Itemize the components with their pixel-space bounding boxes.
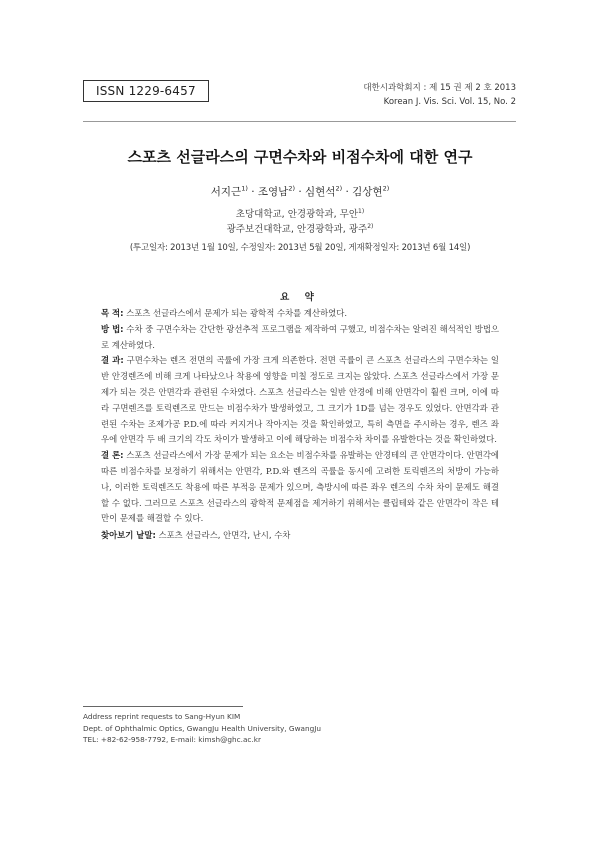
abstract-text: 스포츠 선글라스에서 가장 문제가 되는 요소는 비점수차를 유발하는 안경테의 큰 안면각이다. 안면각에 따른 비점수차를 보정하기 위해서는 안면각, P.D.와 렌즈의 곡률을 동시에 고려한 토릭렌즈의 처방이 가능하나, 이러한 토릭렌즈도 착용에 따른 부적응 문제가 있으며, 측방시에 따른 좌우 렌즈의 수차 차이 문제도 해결할 수 없다. 그러므로 스포츠 선글라스의 광학적 문제점을 제거하기 위해서는 클립테와 같은 안면각이 작은 테만이 문제를 해결할 수 있다. bbox=[101, 450, 499, 524]
footnote-line: TEL: +82-62-958-7792, E-mail: kimsh@ghc.ac.kr bbox=[83, 735, 261, 744]
abstract-label: 방 법: bbox=[101, 323, 124, 334]
abstract-label: 목 적: bbox=[101, 308, 124, 318]
abstract-text: 수차 중 구면수차는 간단한 광선추적 프로그램을 제작하여 구했고, 비점수차는 알려진 해석적인 방법으로 계산하였다. bbox=[101, 323, 499, 350]
keywords bbox=[101, 529, 499, 541]
abstract-text: 구면수차는 렌즈 전면의 곡률에 가장 크게 의존한다. 전면 곡률이 큰 스포츠 선글라스의 구면수차는 일반 안경렌즈에 비해 크게 나타났으나 착용에 영향을 미칠 정도로 크지는 않았다. 스포츠 선글라스에서 가장 문제가 되는 것은 안면각과 관련된 수차였다. 스포츠 선글라스는 일반 안경에 비해 안면각이 훨씬 크며, 이에 따라 구면렌즈를 토릭렌즈로 만드는 비점수차가 발생하였고, 그 크기가 1D를 넘는 경우도 있었다. 안면각과 관련된 수차는 조제가공 P.D.에 따라 커지거나 작아지는 것을 확인하였고, 특히 측면을 주시하는 경우, 렌즈 좌우에 안면각 두 배 크기의 각도 차이가 발생하고 이에 해당하는 비점수차 차이를 유발한다는 것을 확인하였다. bbox=[101, 355, 500, 445]
author-affiliation-mark: 2) bbox=[335, 184, 343, 193]
abstract-heading: 요 약 bbox=[280, 292, 320, 303]
issn-box: ISSN 1229-6457 bbox=[83, 80, 209, 102]
author-name: 심현석 bbox=[305, 186, 336, 198]
keywords-label: 찾아보기 낱말: bbox=[101, 530, 156, 540]
author-name: 서지근 bbox=[210, 186, 242, 198]
abstract-body bbox=[101, 306, 499, 527]
affiliation-text: 초당대학교, 안경광학과, 무안 bbox=[235, 209, 359, 220]
journal-info bbox=[363, 81, 516, 109]
author-name: 조영남 bbox=[257, 186, 289, 198]
author-separator: · bbox=[342, 186, 353, 198]
author-affiliation-mark: 2) bbox=[288, 184, 295, 193]
abstract-results bbox=[101, 353, 499, 448]
author-separator: · bbox=[294, 186, 305, 198]
author-name: 김상현 bbox=[352, 186, 383, 198]
author-affiliation-mark: 2) bbox=[382, 184, 390, 193]
affiliation-1 bbox=[0, 206, 600, 220]
footnote-line: Address reprint requests to Sang-Hyun KIM bbox=[83, 712, 241, 721]
abstract-purpose bbox=[101, 306, 499, 322]
abstract-methods bbox=[101, 322, 499, 354]
journal-korean: 대한시과학회지 : 제 15 권 제 2 호 2013 bbox=[363, 83, 516, 93]
keywords-text: 스포츠 선글라스, 안면각, 난시, 수차 bbox=[158, 530, 291, 540]
abstract-text: 스포츠 선글라스에서 문제가 되는 광학적 수차를 계산하였다. bbox=[126, 308, 348, 318]
author-affiliation-mark: 1) bbox=[241, 184, 248, 193]
header-divider bbox=[83, 121, 516, 122]
journal-english: Korean J. Vis. Sci. Vol. 15, No. 2 bbox=[383, 97, 516, 107]
affiliation-text: 광주보건대학교, 안경광학과, 광주 bbox=[226, 224, 368, 235]
affiliation-mark: 2) bbox=[367, 222, 374, 230]
paper-title: 스포츠 선글라스의 구면수차와 비점수차에 대한 연구 bbox=[127, 148, 473, 166]
footnote-line: Dept. of Ophthalmic Optics, GwangJu Health University, GwangJu bbox=[83, 723, 322, 733]
author-separator: · bbox=[247, 186, 258, 198]
author-list bbox=[0, 184, 600, 199]
abstract-conclusion bbox=[101, 448, 499, 527]
footnote-divider bbox=[83, 706, 243, 707]
affiliation-2 bbox=[0, 221, 600, 235]
affiliation-mark: 1) bbox=[358, 207, 365, 215]
correspondence-footnote bbox=[83, 711, 321, 746]
abstract-label: 결 론: bbox=[101, 450, 124, 461]
submission-dates: (투고일자: 2013년 1월 10일, 수정일자: 2013년 5월 20일, 게재확정일자: 2013년 6월 14일) bbox=[129, 243, 471, 253]
abstract-label: 결 과: bbox=[101, 355, 124, 366]
